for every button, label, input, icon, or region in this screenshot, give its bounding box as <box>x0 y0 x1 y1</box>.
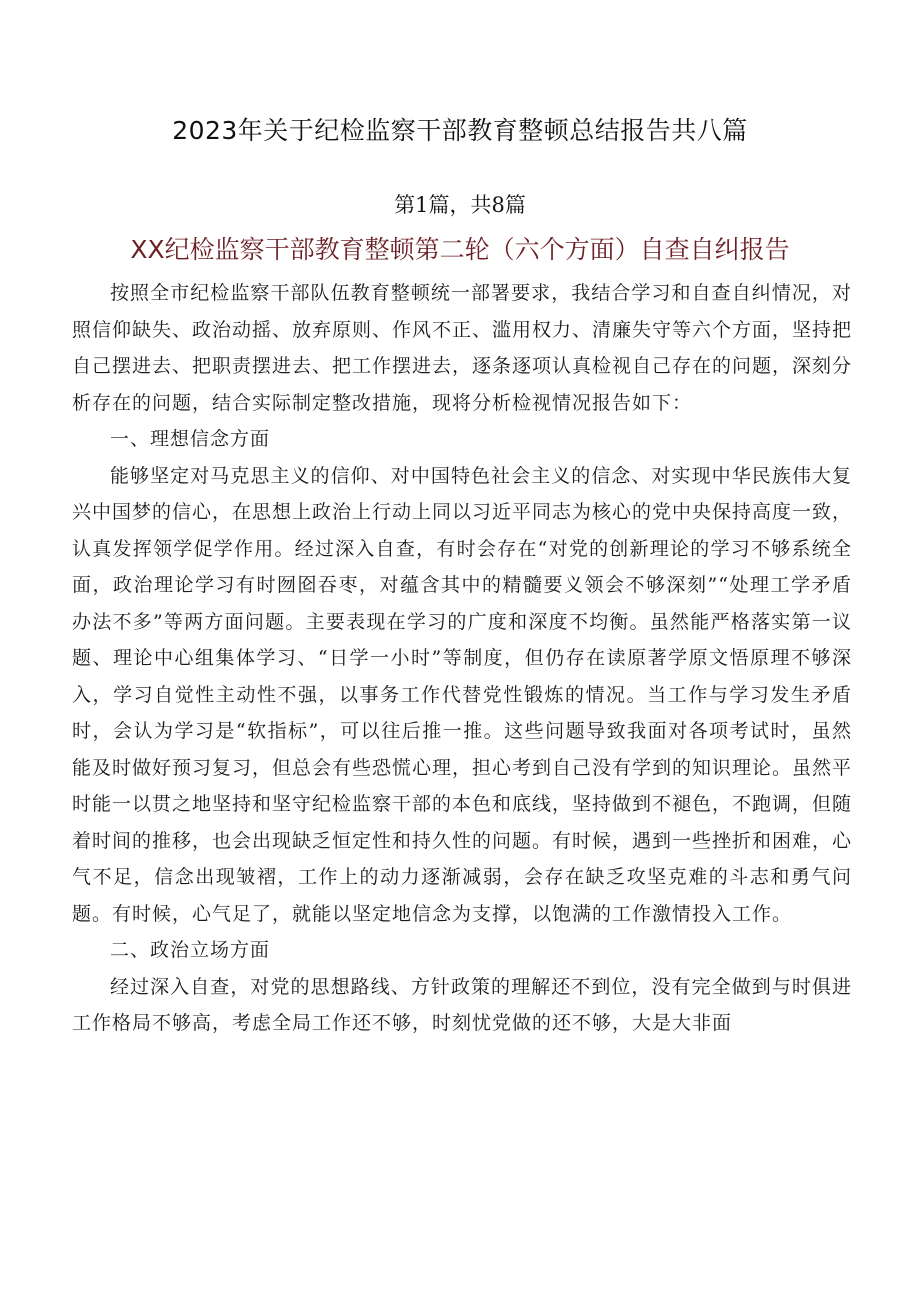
article-title: XX纪检监察干部教育整顿第二轮（六个方面）自查自纠报告 <box>130 235 790 264</box>
section-paragraph-political-stance: 经过深入自查，对党的思想路线、方针政策的理解还不到位，没有完全做到与时俱进工作格局不够高，考虑全局工作还不够，时刻忧党做的还不够，大是大非面 <box>72 975 852 1034</box>
section-heading-ideals: 一、理想信念方面 <box>110 428 271 450</box>
section-heading-political-stance: 二、政治立场方面 <box>110 939 271 961</box>
intro-paragraph: 按照全市纪检监察干部队伍教育整顿统一部署要求，我结合学习和自查自纠情况，对照信仰缺失、政治动摇、放弃原则、作风不正、滥用权力、清廉失守等六个方面，坚持把自己摆进去、把职责摆进去、把工作摆进去，逐条逐项认真检视自己存在的问题，深刻分析存在的问题，结合实际制定整改措施，现将分析检视情况报告如下： <box>72 282 853 414</box>
section-paragraph-ideals: 能够坚定对马克思主义的信仰、对中国特色社会主义的信念、对实现中华民族伟大复兴中国梦的信心，在思想上政治上行动上同以习近平同志为核心的党中央保持高度一致，认真发挥领学促学作用。经过深入自查，有时会存在“对党的创新理论的学习不够系统全面，政治理论学习有时囫囵吞枣，对蕴含其中的精髓要义领会不够深刻”“处理工学矛盾办法不多”等两方面问题。主要表现在学习的广度和深度不均衡。虽然能严格落实第一议题、理论中心组集体学习、“日学一小时”等制度，但仍存在读原著学原文悟原理不够深入，学习自觉性主动性不强，以事务工作代替党性锻炼的情况。当工作与学习发生矛盾时，会认为学习是“软指标”，可以往后推一推。这些问题导致我面对各项考试时，虽然能及时做好预习复习，但总会有些恐慌心理，担心考到自己没有学到的知识理论。虽然平时能一以贯之地坚持和坚守纪检监察干部的本色和底线，坚持做到不褪色，不跑调，但随着时间的推移，也会出现缺乏恒定性和持久性的问题。有时候，遇到一些挫折和困难，心气不足，信念出现皱褶，工作上的动力逐渐减弱，会存在缺乏攻坚克难的斗志和勇气问题。有时候，心气足了，就能以坚定地信念为支撑，以饱满的工作激情投入工作。 <box>72 464 853 925</box>
document-title: 2023年关于纪检监察干部教育整顿总结报告共八篇 <box>172 116 748 145</box>
part-label: 第1篇，共8篇 <box>394 193 526 217</box>
document-body <box>72 275 852 1042</box>
